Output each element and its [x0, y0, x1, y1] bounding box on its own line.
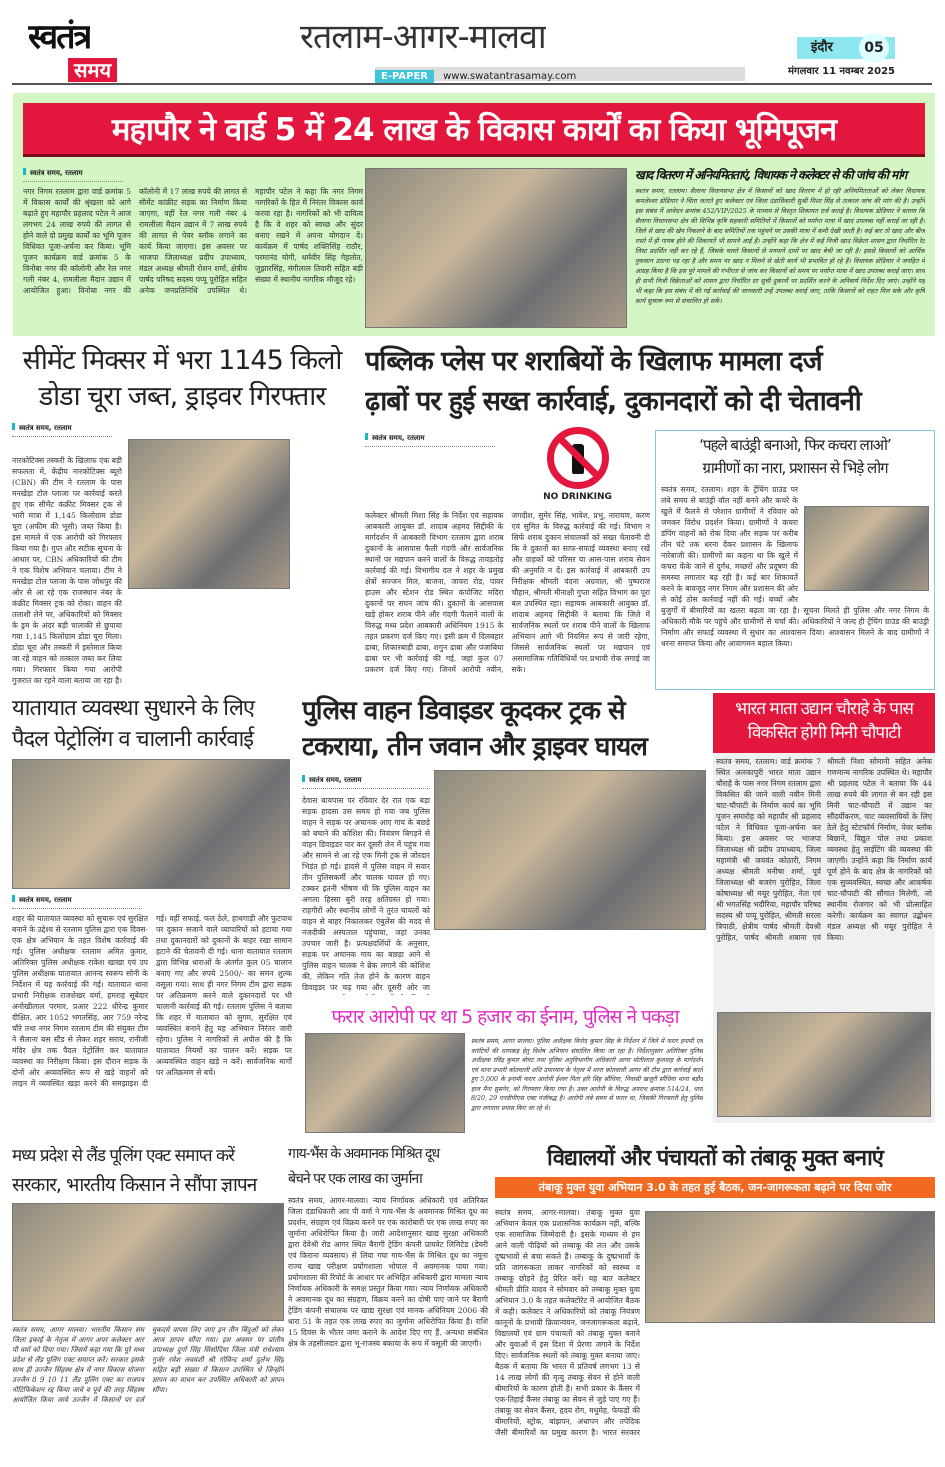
lead-headline: महापौर ने वार्ड 5 में 24 लाख के विकास कार्यों का किया भूमिपूजन: [23, 103, 925, 157]
traffic-photo: [12, 759, 290, 889]
edition-title: रतलाम-आगर-मालवा: [300, 17, 546, 57]
liquor-body: कलेक्टर श्रीमती मिशा सिंह के निर्देश एवं सहायक आबकारी आयुक्त डॉ. शादाब अहमद सिद्दीकी के मार्गदर्शन में आबकारी विभाग रतलाम द्वारा शराब दुकानों के आसपास फैली गंदगी और सार्वजनिक स्थानों पर मद्यपान करने वालों के विरुद्ध तावड़तोड़ कार्रवाई की गई। विभागीय दल ने शहर के प्रमुख क्षेत्रों सज्जन मिल, बाजना, जावरा रोड, पावर हाउस और स्टेशन रोड स्थित कंपोजिट मदिरा दुकानों पर सघन जांच की। दुकानों के आसपास खड़े होकर शराब पीने और गंदगी फैलाने वालों के विरुद्ध मध्य प्रदेश आबकारी अधिनियम 1915 के तहत प्रकरण दर्ज किए गए। इसी क्रम में दिलबहार ढाबा, शिकारबाड़ी ढाबा, शगुन ढाबा और पंजाबिया ढाबा पर भी कार्रवाई की गई, जहां कुल 07 प्रकरण दर्ज किए गए। जिनमें आरोपी नवीन, जगदीश, सुमेर सिंह, भावेश, प्रभु, नारायण, करण एवं सुमित के विरुद्ध कार्रवाई की गई। विभाग न सिर्फ शराब दुकान संचालकों को सख्त चेतावनी दी कि वे दुकानों का साफ-सफाई व्यवस्था बनाए रखें और ग्राहकों को परिसर या आस-पास शराब सेवन की अनुमति न दें। इस कार्रवाई में आबकारी उप निरीक्षक श्रीमती वंदना अग्रवाल, श्री पुष्पराज चौहान, श्रीमती मीनाक्षी गुप्ता सहित विभाग का पूरा बल उपस्थित रहा। सहायक आबकारी आयुक्त डॉ. शादाब अहमद सिद्दीकी ने बताया कि जिले में सार्वजनिक स्थलों पर शराब पीने वालों के खिलाफ अभियान आगे भी नियमित रूप से जारी रहेगा, जिससे सार्वजनिक स्थलों पर मद्यपान एवं असामाजिक गतिविधियों पर प्रभावी रोक लगाई जा सके।: [365, 511, 650, 674]
lead-photo: [365, 168, 627, 328]
tobacco-subheadline: तंबाकू मुक्त युवा अभियान 3.0 के तहत हुई बैठक, जन-जागरूकता बढ़ाने पर दिया जोर: [495, 1177, 935, 1198]
tobacco-article: [495, 1145, 935, 1445]
tobacco-photo: [645, 1211, 935, 1323]
no-drinking-icon: [547, 427, 609, 489]
accident-headline-line2: टकराया, तीन जवान और ड्राइवर घायल: [302, 732, 647, 762]
land-pooling-headline-line2: सरकार, भारतीय किसान ने सौंपा ज्ञापन: [12, 1174, 257, 1196]
dateline: स्वतंत्र समय, रतलाम: [12, 895, 142, 909]
doda-article: [12, 345, 352, 690]
fertilizer-article: [635, 168, 925, 328]
logo-top: स्वतंत्र: [28, 18, 91, 56]
garbage-article: [655, 430, 935, 690]
land-pooling-photo: [12, 1203, 284, 1321]
chaupati-headline: भारत माता उद्यान चौराहे के पास विकसित होगी मिनी चौपाटी: [713, 693, 935, 753]
fertilizer-headline: खाद वितरण में अनियमितताएं, विधायक ने कलेक्टर से की जांच की मांग: [635, 168, 907, 182]
milk-body: स्वतंत्र समय, आगर-मालवा। न्याय निर्णायक अधिकारी एवं अतिरिक्त जिला दंडाधिकारी आर पी वर्मा ने गाय-भैंस के अवमानक मिश्रित दूध का प्रदर्शन, संग्रहण एवं विक्रय करने पर एक कारोबारी पर एक लाख रुपए का जुर्माना अधिरोपित किया है। जारी आदेशानुसार खाद्य सुरक्षा अधिकारी द्वारा देवेश्री रोड आगर स्थित बैरागी ट्रेडिंग कंपनी प्रायवेट लिमिटेड (डेयरी एवं किराना व्यवसाय) से लिया गया गाय-भैंस के मिश्रित दूध का नमूना राज्य खाद्य परीक्षण प्रयोगशाला भोपाल में अवमानक पाया गया। प्रयोगशाला की रिपोर्ट के आधार पर अभिहित अधिकारी द्वारा मामला न्याय निर्णायक अधिकारी के समक्ष प्रस्तुत किया गया। न्याय निर्णायक अधिकारी ने अवमानक दूध का संग्रहण, विक्रय करने का दोषी पाए जाने पर बैरागी ट्रेडिंग कंपनी संचालक पर खाद्य सुरक्षा एवं मानक अधिनियम 2006 की धारा 51 के तहत एक लाख रुपए का जुर्माना अधिरोपित किया है। राशि 15 दिवस के भीतर जमा कराने के आदेश दिए गए हैं, अन्यथा संबंधित क्षेत्र के तहसीलदार द्वारा भू-राजस्व बकाया के रूप में वसूली की जाएगी।: [288, 1196, 488, 1348]
dateline: स्वतंत्र समय, रतलाम: [12, 423, 112, 437]
milk-headline-line2: बेचने पर एक लाख का जुर्माना: [288, 1171, 422, 1187]
doda-headline-line2: डोडा चूरा जब्त, ड्राइवर गिरफ्तार: [38, 381, 326, 412]
dateline: स्वतंत्र समय, रतलाम: [23, 168, 123, 182]
traffic-headline-line2: पैदल पेट्रोलिंग व चालानी कार्रवाई: [12, 727, 254, 752]
fertilizer-body: स्वतंत्र समय, रतलाम। सैलाना विधानसभा क्षेत्र में किसानों को खाद वितरण में हो रही अनियमितताओं को लेकर विधायक कमलेश्वर डोडियार ने चिंता जताते हुए कलेक्टर एवं जिला दंडाधिकारी सुश्री मिशा सिंह से तत्काल जांच की मांग की है। उन्होंने इस संबंध में आवेदन क्रमांक 452/VIP/2025 के माध्यम से विस्तृत शिकायत दर्ज कराई है। विधायक डोडियार ने बताया कि सैलाना विधानसभा क्षेत्र की विभिन्न कृषि सहकारी समितियों में किसानों को पर्याप्त मात्रा में खाद उपलब्ध नहीं कराई जा रही है। जिले से खाद की खेप निकलने के बाद समितियों तक पहुंचने पर उसकी मात्रा में कमी देखी जाती है। कई बार तो खाद और बीज रास्ते में ही गायब होने की शिकायतें भी सामने आई हैं। उन्होंने कहा कि क्षेत्र में कई निजी खाद विक्रेता शासन द्वारा निर्धारित रेट लिस्ट प्रदर्शित नहीं कर रहे हैं, जिसके चलते किसानों से मनमाने दामों पर खाद बेची जा रही है। इससे किसानों को आर्थिक नुकसान उठाना पड़ रहा है और समय पर खाद न मिलने से खेती कार्य भी प्रभावित हो रहे हैं। विधायक डोडियार ने जनहित में आग्रह किया है कि इस पूरे मामले की गंभीरता से जांच कर किसानों को समय पर पर्याप्त मात्रा में खाद उपलब्ध कराई जाए। साथ ही सभी निजी विक्रेताओं को शासन द्वारा निर्धारित दर सूची दुकानों पर प्रदर्शित करने के अनिवार्य निर्देश दिए जाएं। उन्होंने यह भी कहा कि इस संबंध में की गई कार्रवाई की जानकारी उन्हें उपलब्ध कराई जाए, ताकि किसानों को राहत मिल सके और कृषि कार्य सुचारू रूप से संचालित हो सकें।: [635, 187, 925, 305]
lead-section: [13, 93, 935, 336]
tobacco-body: स्वतंत्र समय, आगर-मालवा। तंबाकू मुक्त युवा अभियान केवल एक प्रशासनिक कार्यक्रम नहीं, बल्कि एक सामाजिक जिम्मेदारी है। इसके माध्यम से हम आने वाली पीढ़ियों को तम्बाकू की लत और उसके दुष्प्रभावों से बचा सकते हैं। तम्बाकू के दुष्प्रभावों के प्रति जागरूकता लाकर नागरिकों को स्वस्थ्य व तम्बाकू छोड़ने हेतु प्रेरित करें। यह बात कलेक्टर श्रीमती प्रीति यादव ने सोमवार को तम्बाकू मुक्त युवा अभियान 3.0 के तहत कलेक्टोरेट में आयोजित बैठक में कही। कलेक्टर ने अधिकारियों को तंबाकू नियंत्रण कानूनों के प्रभावी क्रियान्वयन, जनजागरूकता बढ़ाने, विद्यालयों एवं ग्राम पंचायतों को तंबाकू मुक्त बनाने और युवाओं में इस दिशा में प्रेरणा जगाने के निर्देश दिए। सार्वजनिक स्थलों को तंबाकू मुक्त बनाया जाए। बैठक में बताया कि भारत में प्रतिवर्ष लगभग 13 से 14 लाख लोगों की मृत्यु तंबाकू सेवन से होने वाली बीमारियों के कारण होती है। सभी प्रकार के कैंसर में एक-तिहाई कैंसर तंबाकू का सेवन से जुड़े पाए गए हैं। तंबाकू का सेवन कैंसर, हृदय रोग, मधुमेह, फेफड़ों की बीमारियों, स्ट्रोक, बांझपन, अंधापन और तपेदिक जैसी बीमारियों का प्रमुख कारण है। भारत सरकार: [495, 1208, 640, 1437]
accident-body: देवास बायपास पर रविवार देर रात एक बड़ा सड़क हादसा उस समय हो गया जब पुलिस वाहन ने सड़क पर अचानक आए गाय के बछड़े को बचाने की कोशिश की। नियंत्रण बिगड़ने से वाहन डिवाइडर पार कर दूसरी लेन में पहुंच गया और सामने से आ रहे एक मिनी ट्रक से जोरदार भिड़ंत हो गई। हादसे में पुलिस वाहन में सवार तीन पुलिसकर्मी और चालक घायल हो गए। टक्कर इतनी भीषण थी कि पुलिस वाहन का अगला हिस्सा बुरी तरह क्षतिग्रस्त हो गया। राहगीरों और स्थानीय लोगों ने तुरंत घायलों को वाहन से बाहर निकालकर एंबुलेंस की मदद से नजदीकी अस्पताल पहुंचाया, जहां उनका उपचार जारी है। प्रत्यक्षदर्शियों के अनुसार, सड़क पर अचानक गाय का बछड़ा आने से पुलिस वाहन चालक ने ब्रेक लगाने की कोशिश की, लेकिन गति तेज होने के कारण वाहन डिवाइडर पर चढ़ गया और दूसरी ओर जा: [302, 796, 430, 992]
dateline: स्वतंत्र समय, रतलाम: [302, 775, 430, 789]
garbage-photo: [804, 506, 929, 591]
chaupati-photo: [717, 1012, 931, 1117]
liquor-headline-line2: ढ़ाबों पर हुई सख्त कार्रवाई, दुकानदारों को दी चेतावनी: [365, 386, 861, 417]
garbage-body: स्वतंत्र समय, रतलाम। शहर के ट्रेंचिंग ग्राउंड पर लंबे समय से बाउंड्री वॉल नहीं बनने और कचरे के खुले में फैलने से परेशान ग्रामीणों ने रविवार को जमकर विरोध प्रदर्शन किया। ग्रामीणों ने कचरा डंपिंग वाहनों को रोक दिया और सड़क पर करीब तीन घंटे तक धरना देकर प्रशासन के खिलाफ नारेबाजी की। ग्रामीणों का कहना था कि खुले में कचरा फेंके जाने से दुर्गंध, मच्छरों और प्रदूषण की समस्या लगातार बढ़ रही है। कई बार शिकायतें करने के बावजूद नगर निगम और प्रशासन की ओर से कोई ठोस कार्रवाई नहीं की गई। बच्चों और बुजुर्गों में बीमारियों का खतरा बढ़ता जा रहा है। सूचना मिलते ही पुलिस और नगर निगम के अधिकारी मौके पर पहुंचे और ग्रामीणों से चर्चा की। अधिकारियों ने जल्द ही ट्रेंचिंग ग्राउंड की बाउंड्री निर्माण और सफाई व्यवस्था में सुधार का आश्वासन दिया। आश्वासन मिलने के बाद ग्रामीणों ने धरना समाप्त किया और आवागमन बहाल किया।: [661, 485, 929, 648]
lead-body: नगर निगम रतलाम द्वारा वार्ड क्रमांक 5 में विकास कार्यों की श्रृंखला को आगे बढ़ाते हुए महापौर प्रहलाद पटेल ने आज लगभग 24 लाख रुपये की लागत से होने वाले दो प्रमुख कार्यों का भूमि पूजन विधिवत पूजा-अर्चना कर किया। भूमि पूजन कार्यक्रम वार्ड क्रमांक 5 के विनोबा नगर की कॉलोनी और रेल नगर गली नंबर 4, रामलीला मैदान उद्यान में आयोजित हुआ। विनोबा नगर की कॉलोनी में 17 लाख रुपये की लागत से सीमेंट कांक्रीट सड़क का निर्माण किया जाएगा, वहीं रेल नगर गली नंबर 4 रामलीला मैदान उद्यान में 7 लाख रुपये की लागत से पेवर ब्लॉक लगाने का कार्य किया जाएगा। इस अवसर पर भाजपा जिलाध्यक्ष प्रदीप उपाध्याय, मंडल अध्यक्ष श्रीमती रोशन शर्मा, क्षेत्रीय पार्षद परिषद सदस्य पप्पू पुरोहित सहित अनेक जनप्रतिनिधि उपस्थित थे। महापौर पटेल ने कहा कि नगर निगम नागरिकों के हित में निरंतर विकास कार्य करवा रहा है। नागरिकों को भी दायित्व है कि वे शहर को स्वच्छ और सुंदर बनाए रखने में अपना योगदान दें। कार्यक्रम में पार्षद शक्तिसिंह राठौर, परमानंद योगी, धर्मवीर सिंह गेहलोत, जुझारसिंह, मंगीलाल तिवारी सहित बड़ी संख्या में स्थानीय नागरिक मौजूद रहे।: [23, 187, 363, 295]
garbage-headline-line1: ‘पहले बाउंड्री बनाओ, फिर कचरा लाओ’: [699, 436, 891, 454]
land-pooling-headline-line1: मध्य प्रदेश से लैंड पूलिंग एक्ट समाप्त करें: [12, 1146, 235, 1166]
garbage-content: [661, 484, 929, 684]
masthead-divider: [12, 83, 932, 85]
traffic-article: [12, 695, 292, 1135]
no-drinking-caption: NO DRINKING: [543, 492, 612, 502]
accident-headline-line1: पुलिस वाहन डिवाइडर कूदकर ट्रक से: [302, 696, 625, 726]
reward-headline: फरार आरोपी पर था 5 हजार का ईनाम, पुलिस ने पकड़ा: [331, 1006, 679, 1028]
epaper-label: E-PAPER: [375, 70, 434, 84]
garbage-headline-line2: ग्रामीणों का नारा, प्रशासन से भिड़े लोग: [702, 459, 888, 477]
chaupati-article: [713, 693, 935, 1123]
page-number: 05: [859, 33, 889, 63]
lead-article: [23, 168, 363, 330]
milk-headline-line1: गाय-भैंस के अवमानक मिश्रित दूध: [288, 1146, 440, 1162]
traffic-headline-line1: यातायात व्यवस्था सुधारने के लिए: [12, 696, 255, 721]
city-badge: [797, 37, 895, 59]
masthead: [0, 0, 945, 85]
land-pooling-body: स्वतंत्र समय, आगर मालवा। भारतीय किसान संघ जिला इकाई के नेतृत्व में आगर अपर कलेक्टर आर पी वर्मा को दिया गया। जिसमें कहा गया कि पूरे मध्य प्रदेश से लैंड पूलिंग एक्ट समाप्त करें। सरकार इसके साथ ही उज्जैन सिंहस्थ क्षेत्र में नगर विकास योजना उज्जैन 8 9 10 11 लैंड पूलिंग एक्ट का राजपत्र नोटिफिकेशन रद्द किया जावे व पूर्व की तरह सिंहस्थ आयोजित किया जावे उज्जैन में किसानों पर दर्ज मुकदमे वापस लिए जाएं इन तीन बिंदुओं को लेकर आज ज्ञापन सौंपा गया। इस अवसर पर प्रांतीय उपाध्यक्ष दुर्गा सिंह सिसोदिया जिला मंत्री राधेश्याम गुर्जर रमेश लववंशी श्री गोविन्द शर्मा दुर्लभ सिंह सहित बड़ी संख्या में किसान उपस्थित थे जिन्होंने ज्ञापन का वाचन कर उपस्थित अधिकारी को ज्ञापन सौंपा।: [12, 1326, 284, 1404]
reward-article: [305, 1005, 705, 1135]
dateline: स्वतंत्र समय, रतलाम: [365, 433, 495, 447]
doda-body: नारकोटिक्स तस्करी के खिलाफ एक बड़ी सफलता में, केंद्रीय नारकोटिक्स ब्यूरो (CBN) की टीम ने रतलाम के पास मनखेड़ा टोल प्लाजा पर कार्रवाई करते हुए एक सीमेंट कंक्रीट मिक्सर ट्रक से भारी मात्रा में 1,145 किलोग्राम डोडा चूरा (अफीम की भूसी) जब्त किया है। इस मामले में एक आरोपी को गिरफ्तार किया गया है। गुप्त और सटीक सूचना के आधार पर, CBN अधिकारियों की टीम ने एक विशेष अभियान चलाया। टीम ने मनखेड़ा टोल प्लाजा के पास जोधपुर की ओर से आ रहे एक राजस्थान नंबर के कंक्रीट मिक्सर ट्रक को रोका। वाहन की तलाशी लेने पर, अधिकारियों को मिक्सर के ड्रम के अंदर बड़ी चालाकी से छुपाया गया 1,145 किलोग्राम डोडा चूरा मिला। डोडा चूरा और तस्करी में इस्तेमाल किया जा रहे वाहन को तत्काल जब्त कर लिया गया। गिरफ्तार किया गया आरोपी गुजरात का रहने वाला बताया जा रहा है।: [12, 456, 122, 685]
logo-bottom: समय: [68, 58, 117, 82]
website-link[interactable]: www.swatantrasamay.com: [443, 71, 577, 82]
traffic-body: शहर की यातायात व्यवस्था को सुचारू एवं सुरक्षित बनाने के उद्देश्य से रतलाम पुलिस द्वारा एक दिवस-एक क्षेत्र अभियान के तहत विशेष कार्रवाई की गई। पुलिस अधीक्षक रतलाम अमित कुमार, अतिरिक्त पुलिस अधीक्षक राकेश खाखा एवं उप पुलिस अधीक्षक यातायात आनन्द स्वरूप सोनी के निर्देशन में यह कार्रवाई की गई। यातायात थाना प्रभारी निरीक्षक राजशेखर वर्मा, हमराह सूबेदार अनोखीलाल परमार, प्रआर 222 धीरेन्द्र कुमार दीक्षित, आर 1052 भगतसिंह, आर 759 नरेन्द्र चौरे तथा नगर निगम रतलाम टीम की संयुक्त टीम ने सैलाना बस स्टैंड से लेकर शहर सराय, रानीजी मंदिर क्षेत्र तक पैदल पेट्रोलिंग कर यातायात व्यवस्था का निरीक्षण किया। इस दौरान सड़क के दोनों ओर अव्यवस्थित रूप से खड़े वाहनों को लाइन में व्यवस्थित खड़ा करने की समझाइश दी गई। वहीं सफाई, फल ठेले, हाथगाड़ी और फुटपाथ पर दुकान सजाने वाले व्यापारियों को हटाया गया तथा दुकानदारों को दुकानों के बाहर रखा सामान हटाने की चेतावनी दी गई। थाना यातायात रतलाम द्वारा विभिन्न धाराओं के अंतर्गत कुल 05 चालान बनाए गए और रुपये 2500/- का समन शुल्क वसूला गया। साथ ही नगर निगम टीम द्वारा सड़क पर अतिक्रमण करने वाले दुकानदारों पर भी चालानी कार्रवाई की गई। रतलाम पुलिस ने बताया कि शहर में यातायात को सुगम, सुरक्षित एवं व्यवस्थित बनाने हेतु यह अभियान निरंतर जारी रहेगा। पुलिस ने नागरिकों से अपील की है कि यातायात नियमों का पालन करें। सड़क पर अव्यवस्थित वाहन खड़े न करें। सार्वजनिक मार्गों पर अतिक्रमण से बचें।: [12, 914, 292, 1088]
accident-photo: [434, 770, 706, 930]
reward-photo: [305, 1033, 465, 1133]
chaupati-body: स्वतंत्र समय, रतलाम। वार्ड क्रमांक 7 स्थित अलकापुरी भारत माता उद्यान चौराहे के पास नगर निगम रतलाम द्वारा विकसित की जाने वाली नवीन मिनी चाट-चौपाटी के निर्माण कार्य का भूमि पूजन समारोह को महापौर श्री प्रहलाद पटेल ने विधिवत पूजा-अर्चना कर किया। इस अवसर पर भाजपा जिलाध्यक्ष श्री प्रदीप उपाध्याय, जिला महामंत्री श्री जयवंत कोठारी, निगम अध्यक्ष श्रीमती मनीषा शर्मा, पूर्व जिलाध्यक्ष श्री बजरंग पुरोहित, जिला कोषाध्यक्ष श्री मयूर पुरोहित, नेता एवं श्री भगतसिंह भदौरिया, महापौर परिषद सदस्य श्री पप्पू पुरोहित, श्रीमती सरला त्रिपाठी, क्षेत्रीय पार्षद श्रीमती देवश्री पुरोहित, पार्षद श्रीमती शबाना एवं श्रीमती निशा सोमानी सहित अनेक गणमान्य नागरिक उपस्थित थे। महापौर श्री प्रहलाद पटेल ने बताया कि 44 लाख रुपये की लागत से बन रही इस मिनी चाट-चौपाटी में उद्यान का सौंदर्यीकरण, चाट व्यवसायियों के लिए ठेले हेतु स्टेटफॉर्म निर्माण, पेवर ब्लॉक बिछाने, विद्युत पोल तथा प्रकाश व्यवस्था हेतु लाईटिंग की व्यवस्था की जाएगी। उन्होंने कहा कि निर्माण कार्य पूर्ण होने के बाद क्षेत्र के नागरिकों को एक सुव्यवस्थित, स्वच्छ और आकर्षक चाट-चौपाटी की सौगात मिलेगी, जो स्थानीय रोजगार को भी प्रोत्साहित करेगी। कार्यक्रम का स्वागत उद्बोधन मंडल अध्यक्ष श्री मयूर पुरोहित ने किया।: [716, 757, 932, 942]
liquor-headline-line1: पब्लिक प्लेस पर शराबियों के खिलाफ मामला दर्ज: [365, 346, 822, 377]
milk-article: [288, 1145, 488, 1445]
land-pooling-article: [12, 1145, 284, 1445]
doda-photo: [128, 439, 290, 589]
epaper-bar: [375, 67, 745, 81]
reward-body: स्वतंत्र समय, आगर मालवा। पुलिस अधीक्षक विनोद कुमार सिंह के निर्देशन में जिले में फरार इनामी एवं वारंटियों की धरपकड़ हेतु विशेष अभियान संचालित किया जा रहा है। निर्देशानुसार अतिरिक्त पुलिस अधीक्षक रविंद्र कुमार बोयट तथा पुलिस अनुविभागीय अधिकारी आगर मोतीलाल कुशवाह के मार्गदर्शन एवं थाना प्रभारी कोतवाली शशि उपाध्याय के नेतृत्व में थाना कोतवाली आगर की टीम द्वारा कार्रवाई करते हुए 5,000 के इनामी फरार आरोपी ईश्वर पिता हरि सिंह सौंधिया, निवासी खजूरी सौंधिया थाना बड़ौद हाल मैना सुसनेर, को गिरफ्तार किया गया है। उक्त आरोपी के विरुद्ध अपराध क्रमांक 514/24, धारा 8/20, 29 एनडीपीएस एक्ट पंजीबद्ध है। आरोपी लंबे समय से फरार था, जिसकी गिरफ्तारी हेतु पुलिस द्वारा लगातार प्रयास किए जा रहे थे।: [471, 1038, 703, 1112]
doda-headline-line1: सीमेंट मिक्सर में भरा 1145 किलो: [22, 345, 342, 376]
issue-date: मंगलवार 11 नवम्बर 2025: [788, 66, 895, 77]
logo: [28, 18, 148, 84]
no-drinking-sign: [520, 427, 635, 507]
city-name: इंदौर: [811, 40, 833, 55]
tobacco-headline: विद्यालयों और पंचायतों को तंबाकू मुक्त बनाएं: [547, 1146, 883, 1171]
accident-article: [302, 695, 707, 1000]
